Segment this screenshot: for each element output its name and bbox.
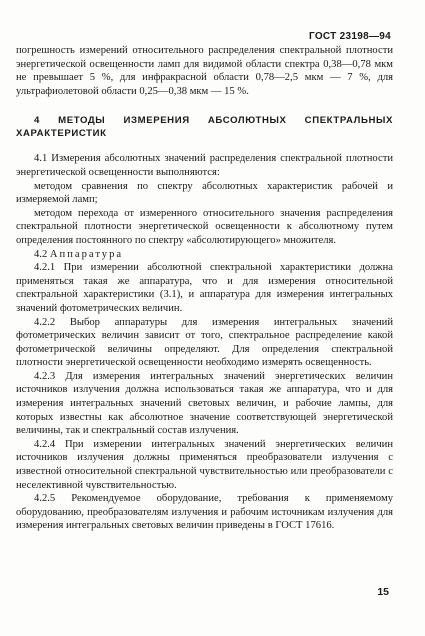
continuation-paragraph: погрешность измерений относительного распределения спектральной плотности энергетической освещенности ламп для видимой области спектра 0,38—0,78 мкм не превышает 5 %, для инфракрасной области 0,78—2,5 мкм — 7 %, для ультрафиолетовой области 0,25—0,38 мкм — 15 %.	[16, 45, 393, 97]
page-number: 15	[377, 586, 389, 598]
paragraph-4-2-3: 4.2.3 Для измерения интегральных значений энергетических величин источников излучения должна использоваться такая же аппаратура, что и для измерения интегральных значений световых величин, и рабочие лампы, для которых известны как абсолютное значение соответствующей энергетической величины, так и спектральный состав излучения.	[16, 370, 393, 437]
paragraph-4-2-5: 4.2.5 Рекомендуемое оборудование, требования к применяемому оборудованию, преобразователям излучения и рабочим источникам излучения для измерения интегральных световых величин приведены в ГОСТ 17616.	[16, 493, 393, 532]
subsection-4-2-title: Аппаратура	[49, 248, 124, 260]
section-4-title: 4 МЕТОДЫ ИЗМЕРЕНИЯ АБСОЛЮТНЫХ СПЕКТРАЛЬНЫХ ХАРАКТЕРИСТИК	[16, 115, 393, 140]
standard-code-header: ГОСТ 23198—94	[308, 31, 391, 42]
body-text	[16, 44, 393, 533]
paragraph-4-2-2: 4.2.2 Выбор аппаратуры для измерения интегральных значений фотометрических величин зависит от того, спектральное распределение какой фотометрической величины определяют. Для определения спектральной плотности энергетической освещенности необходимо измерять освещенность.	[16, 316, 393, 369]
method-comparison: методом сравнения по спектру абсолютных характеристик рабочей и измеряемой ламп;	[16, 180, 393, 206]
paragraph-4-2-1: 4.2.1 При измерении абсолютной спектральной характеристики должна применяться такая же аппаратура, что и для измерения относительной спектральной характеристики (3.1), и аппаратура для измерения интегральных значений фотометрических величин.	[16, 262, 393, 314]
subsection-4-2-heading	[16, 248, 393, 262]
subsection-4-2-number: 4.2	[34, 248, 48, 260]
paragraph-4-2-4: 4.2.4 При измерении интегральных значений энергетических величин источников излучения должны применяться преобразователи излучения с известной относительной спектральной чувствительностью или преобразователи с неселективной чувствительностью.	[16, 438, 393, 491]
method-transition: методом перехода от измеренного относительного значения распределения спектральной плотности энергетической освещенности к абсолютному путем определения постоянного по спектру «абсолютирующего» множителя.	[16, 207, 393, 246]
paragraph-4-1: 4.1 Измерения абсолютных значений распределения спектральной плотности энергетической освещенности выполняются:	[16, 153, 393, 178]
